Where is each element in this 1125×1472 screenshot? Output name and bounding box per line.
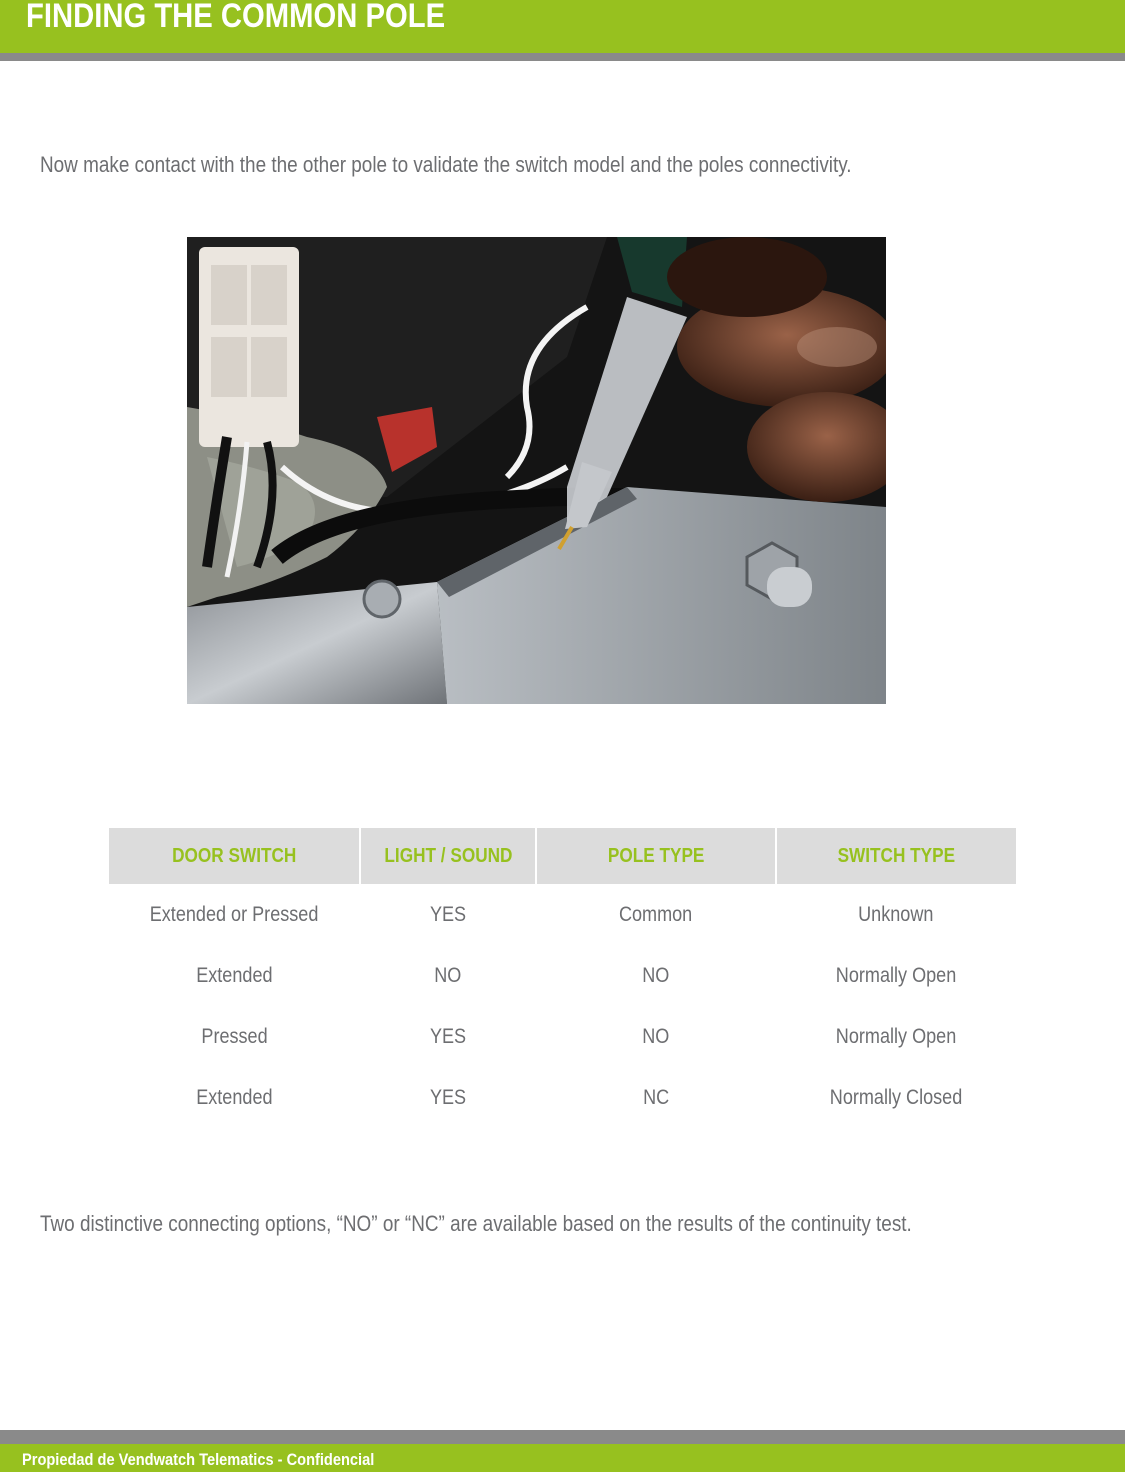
table-cell: Normally Open xyxy=(835,1024,957,1048)
column-header-light-sound: LIGHT / SOUND xyxy=(360,828,536,884)
table-row xyxy=(109,884,1016,945)
table-cell: Unknown xyxy=(858,902,934,926)
table-cell: Extended xyxy=(196,1085,273,1109)
page-title: FINDING THE COMMON POLE xyxy=(26,0,446,35)
switch-test-photo xyxy=(187,237,886,704)
footer-confidentiality-note: Propiedad de Vendwatch Telematics - Confidencial xyxy=(22,1450,375,1469)
table-row xyxy=(109,1067,1016,1128)
table-cell: Normally Closed xyxy=(829,1085,963,1109)
header-divider xyxy=(0,53,1125,61)
footer-divider xyxy=(0,1430,1125,1444)
table-cell: Pressed xyxy=(201,1024,268,1048)
intro-paragraph: Now make contact with the the other pole to validate the switch model and the poles connectivity. xyxy=(40,152,852,177)
table-cell: NO xyxy=(642,963,670,987)
column-header-switch-type: SWITCH TYPE xyxy=(776,828,1016,884)
table-row xyxy=(109,1006,1016,1067)
table-cell: YES xyxy=(429,1085,467,1109)
table-cell: Common xyxy=(619,902,693,926)
table-cell: YES xyxy=(429,1024,467,1048)
table-cell: YES xyxy=(429,902,467,926)
table-row xyxy=(109,945,1016,1006)
column-header-door-switch: DOOR SWITCH xyxy=(109,828,360,884)
table-header-row xyxy=(109,828,1016,884)
results-table xyxy=(109,828,1016,1128)
table-cell: Normally Open xyxy=(835,963,957,987)
table-cell: NC xyxy=(642,1085,670,1109)
conclusion-paragraph: Two distinctive connecting options, “NO” or “NC” are available based on the results of the continuity test. xyxy=(40,1211,912,1236)
column-header-pole-type: POLE TYPE xyxy=(536,828,776,884)
table-cell: Extended xyxy=(196,963,273,987)
table-cell: NO xyxy=(434,963,462,987)
table-cell: Extended or Pressed xyxy=(150,902,319,926)
table-cell: NO xyxy=(642,1024,670,1048)
